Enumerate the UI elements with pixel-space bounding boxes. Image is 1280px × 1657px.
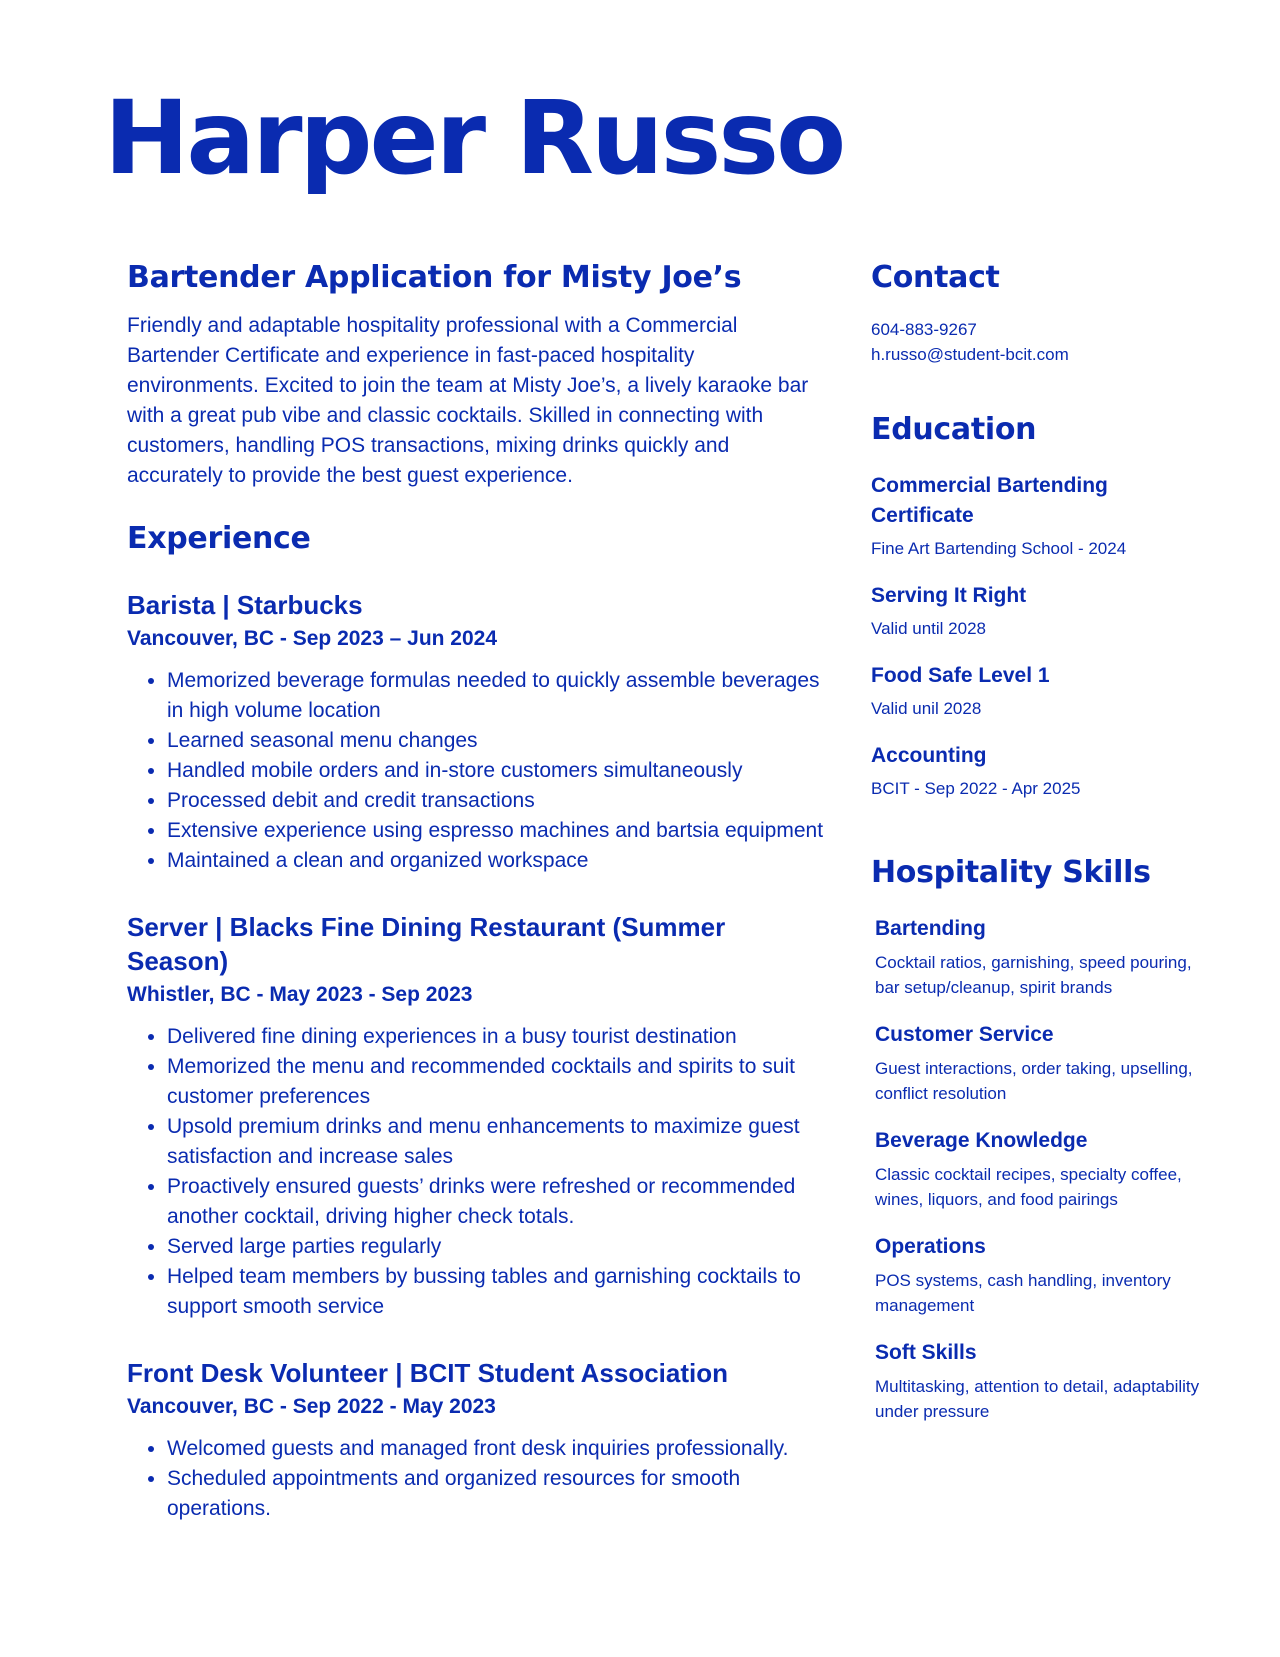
contact-heading: Contact xyxy=(871,260,1000,295)
skills-heading: Hospitality Skills xyxy=(871,855,1151,890)
side-column xyxy=(871,258,1211,1424)
job-bullets xyxy=(127,1022,827,1322)
bullet-item: • Maintained a clean and organized workspace xyxy=(167,846,827,876)
skill-item xyxy=(871,1338,1211,1424)
education-title: Serving It Right xyxy=(871,584,1027,607)
headline: Bartender Application for Misty Joe’s xyxy=(127,260,742,295)
education-item xyxy=(871,741,1211,801)
skill-item xyxy=(871,1232,1211,1318)
education-subtitle: Valid unil 2028 xyxy=(871,699,982,718)
bullet-item: • Upsold premium drinks and menu enhancements to maximize guest satisfaction and increase sales xyxy=(167,1112,827,1172)
skill-title: Customer Service xyxy=(875,1023,1054,1046)
job-bcit xyxy=(127,1356,827,1524)
skill-item xyxy=(871,1020,1211,1106)
skill-description: POS systems, cash handling, inventory management xyxy=(875,1271,1171,1315)
main-column xyxy=(127,258,827,1524)
resume-name: Harper Russo xyxy=(104,79,844,198)
job-bullets xyxy=(127,1434,827,1524)
bullet-item: • Helped team members by bussing tables and garnishing cocktails to support smooth service xyxy=(167,1262,827,1322)
education-item xyxy=(871,581,1211,641)
education-heading: Education xyxy=(871,412,1037,447)
job-blacks xyxy=(127,910,827,1322)
bullet-item: • Extensive experience using espresso machines and bartsia equipment xyxy=(167,816,827,846)
skill-description: Multitasking, attention to detail, adaptability under pressure xyxy=(875,1377,1200,1421)
education-title: Commercial Bartending Certificate xyxy=(871,474,1108,527)
skill-title: Soft Skills xyxy=(875,1341,977,1364)
bullet-item: • Delivered fine dining experiences in a busy tourist destination xyxy=(167,1022,827,1052)
bullet-item: • Learned seasonal menu changes xyxy=(167,726,827,756)
bullet-item: • Handled mobile orders and in-store customers simultaneously xyxy=(167,756,827,786)
bullet-item: • Welcomed guests and managed front desk inquiries professionally. xyxy=(167,1434,827,1464)
job-meta: Vancouver, BC - Sep 2022 - May 2023 xyxy=(127,1395,496,1418)
job-title: Barista | Starbucks xyxy=(127,590,363,620)
contact-email: h.russo@student-bcit.com xyxy=(871,345,1069,364)
skill-description: Guest interactions, order taking, upselling, conflict resolution xyxy=(875,1059,1193,1103)
contact-details xyxy=(871,317,1211,367)
skill-title: Operations xyxy=(875,1235,986,1258)
bullet-item: • Scheduled appointments and organized resources for smooth operations. xyxy=(167,1464,827,1524)
skill-title: Beverage Knowledge xyxy=(875,1129,1088,1152)
job-title: Server | Blacks Fine Dining Restaurant (Summer Season) xyxy=(127,912,726,976)
bullet-item: • Proactively ensured guests’ drinks were refreshed or recommended another cocktail, driving higher check totals. xyxy=(167,1172,827,1232)
education-item xyxy=(871,471,1211,561)
job-bullets xyxy=(127,666,827,876)
education-title: Accounting xyxy=(871,744,987,767)
skill-title: Bartending xyxy=(875,917,986,940)
job-title: Front Desk Volunteer | BCIT Student Association xyxy=(127,1358,728,1388)
summary-paragraph: Friendly and adaptable hospitality professional with a Commercial Bartender Certificate and experience in fast-paced hospitality environments. Excited to join the team at Misty Joe’s, a lively karaoke bar with a great pub vibe and classic cocktails. Skilled in connecting with customers, handling POS transactions, mixing drinks quickly and accurately to provide the best guest experience. xyxy=(127,314,809,487)
job-starbucks xyxy=(127,588,827,876)
bullet-item: • Memorized the menu and recommended cocktails and spirits to suit customer preferences xyxy=(167,1052,827,1112)
skill-item xyxy=(871,914,1211,1000)
education-subtitle: Fine Art Bartending School - 2024 xyxy=(871,539,1127,558)
job-meta: Whistler, BC - May 2023 - Sep 2023 xyxy=(127,983,473,1006)
contact-phone: 604-883-9267 xyxy=(871,320,977,339)
job-meta: Vancouver, BC - Sep 2023 – Jun 2024 xyxy=(127,627,498,650)
bullet-item: • Memorized beverage formulas needed to quickly assemble beverages in high volume location xyxy=(167,666,827,726)
skill-description: Classic cocktail recipes, specialty coffee, wines, liquors, and food pairings xyxy=(875,1165,1182,1209)
education-item xyxy=(871,661,1211,721)
bullet-item: • Processed debit and credit transactions xyxy=(167,786,827,816)
education-subtitle: Valid until 2028 xyxy=(871,619,986,638)
education-subtitle: BCIT - Sep 2022 - Apr 2025 xyxy=(871,779,1081,798)
experience-heading: Experience xyxy=(127,521,311,556)
bullet-item: • Served large parties regularly xyxy=(167,1232,827,1262)
education-title: Food Safe Level 1 xyxy=(871,664,1050,687)
skill-description: Cocktail ratios, garnishing, speed pouring, bar setup/cleanup, spirit brands xyxy=(875,953,1192,997)
skill-item xyxy=(871,1126,1211,1212)
